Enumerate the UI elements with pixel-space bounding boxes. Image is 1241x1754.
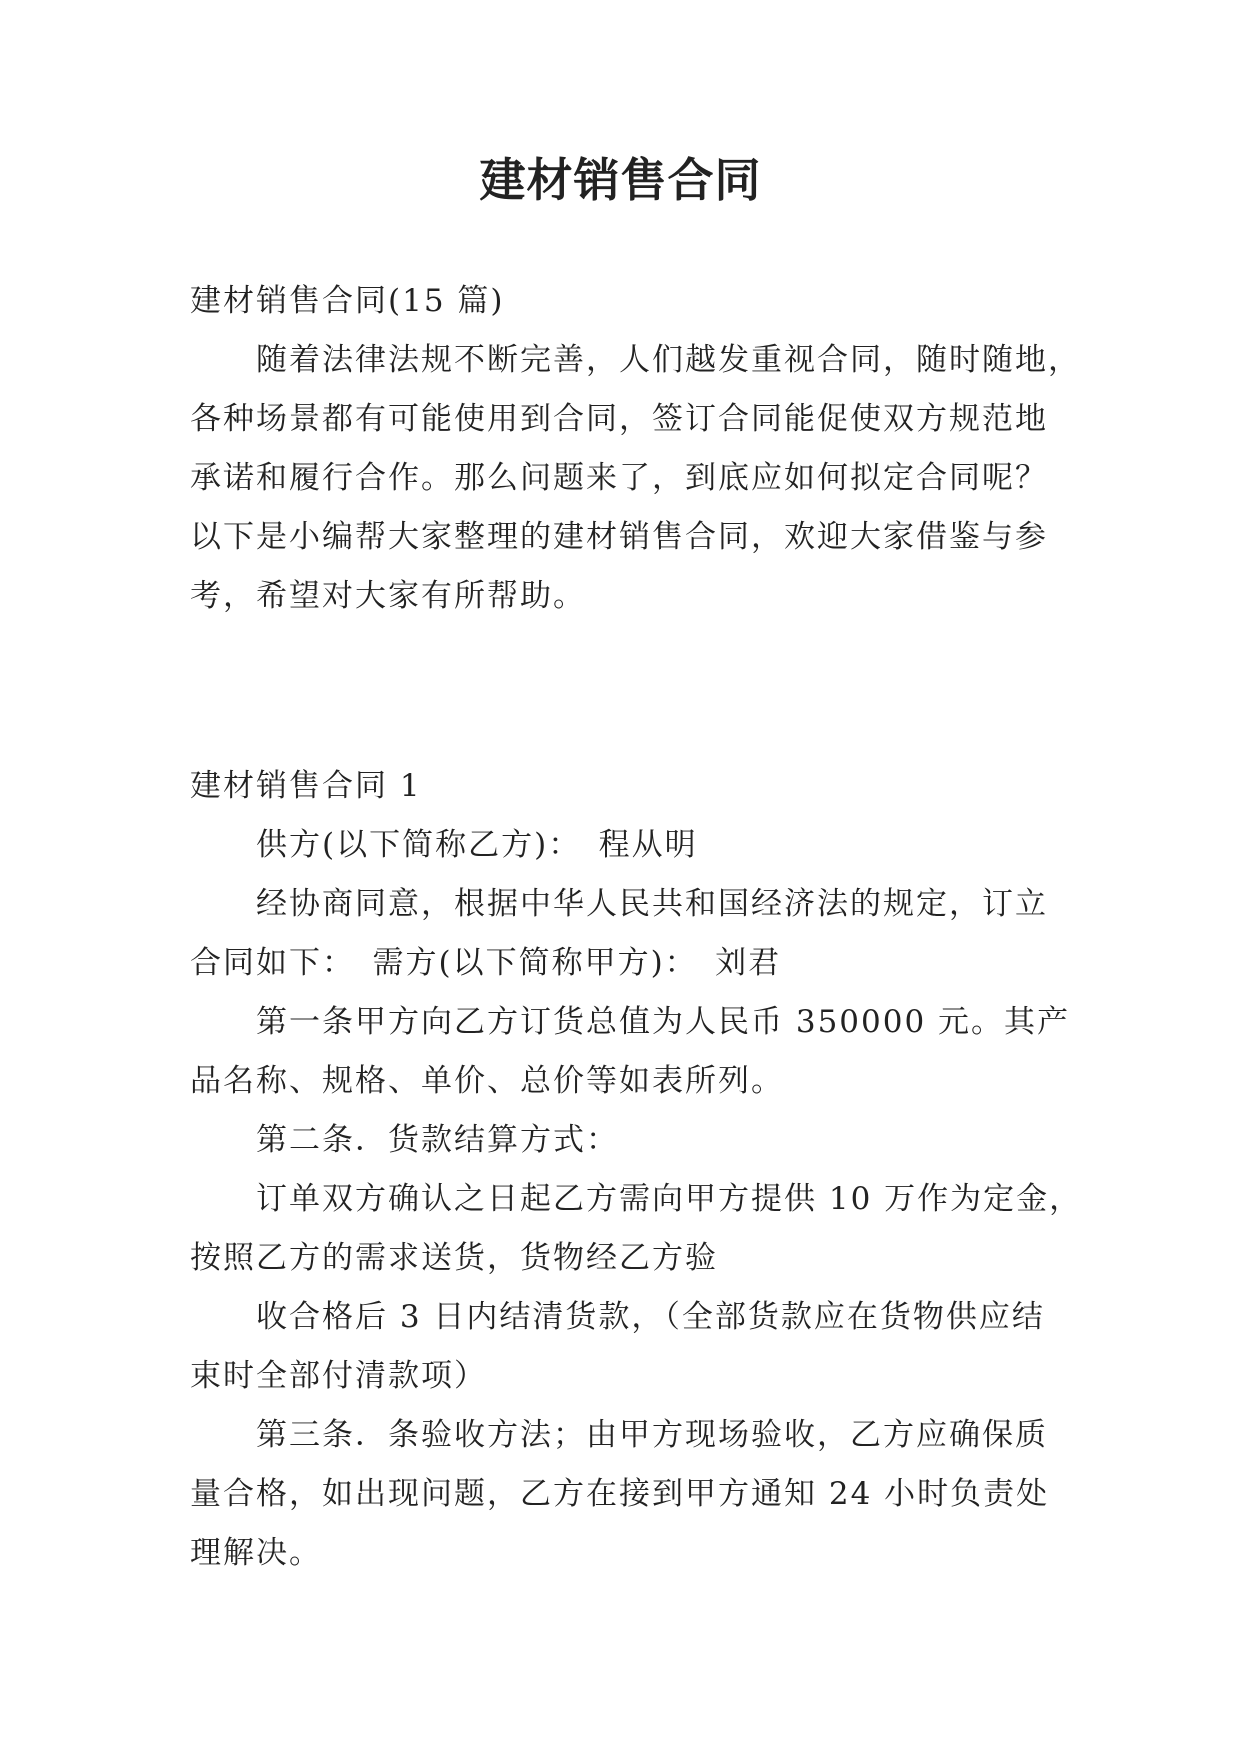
contract-line: 合同如下： 需方(以下简称甲方)： 刘君	[190, 945, 782, 981]
contract-line: 经协商同意，根据中华人民共和国经济法的规定，订立	[256, 886, 1048, 922]
contract-line: 束时全部付清款项）	[190, 1358, 487, 1394]
contract-section	[190, 757, 1083, 1583]
intro-heading: 建材销售合同(15 篇)	[190, 283, 505, 319]
contract-line: 品名称、规格、单价、总价等如表所列。	[190, 1063, 784, 1099]
intro-line: 承诺和履行合作。那么问题来了，到底应如何拟定合同呢？	[190, 460, 1048, 496]
intro-line: 考，希望对大家有所帮助。	[190, 578, 586, 614]
contract-line: 量合格，如出现问题，乙方在接到甲方通知 24 小时负责处	[190, 1476, 1050, 1512]
contract-line: 按照乙方的需求送货，货物经乙方验	[190, 1240, 718, 1276]
contract-line: 供方(以下简称乙方)： 程从明	[256, 827, 698, 863]
contract-line: 第二条．货款结算方式：	[256, 1122, 619, 1158]
contract-line: 订单双方确认之日起乙方需向甲方提供 10 万作为定金，	[256, 1181, 1083, 1217]
document-title: 建材销售合同	[479, 153, 762, 207]
contract-line: 理解决。	[190, 1535, 322, 1571]
intro-line: 各种场景都有可能使用到合同，签订合同能促使双方规范地	[190, 401, 1048, 437]
intro-line: 以下是小编帮大家整理的建材销售合同，欢迎大家借鉴与参	[190, 519, 1048, 555]
intro-line: 随着法律法规不断完善，人们越发重视合同，随时随地，	[256, 342, 1081, 378]
contract-heading: 建材销售合同 1	[190, 768, 422, 804]
contract-line: 收合格后 3 日内结清货款，（全部货款应在货物供应结	[256, 1299, 1045, 1335]
contract-line: 第三条．条验收方法；由甲方现场验收，乙方应确保质	[256, 1417, 1048, 1453]
contract-line: 第一条甲方向乙方订货总值为人民币 350000 元。其产	[256, 1004, 1071, 1040]
intro-section	[190, 272, 1081, 626]
